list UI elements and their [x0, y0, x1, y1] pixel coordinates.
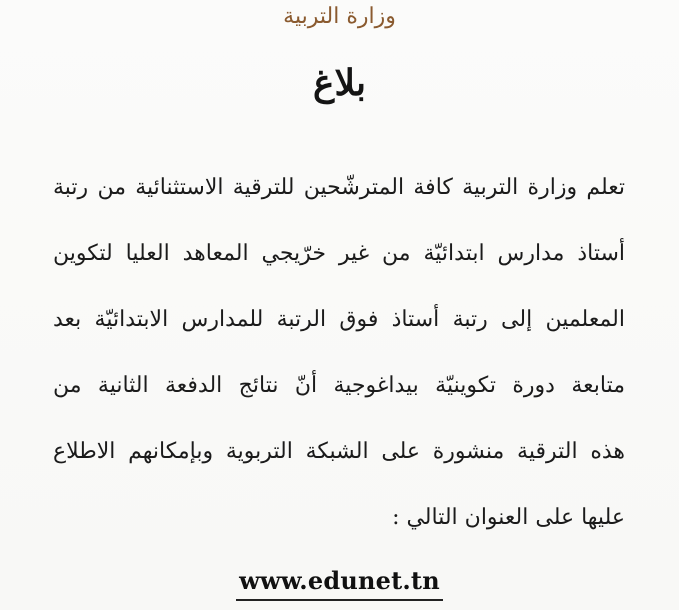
- website-link-container: [0, 566, 679, 601]
- website-link[interactable]: www.edunet.tn: [236, 566, 443, 601]
- body-line-3: المعلمين إلى رتبة أستاذ فوق الرتبة للمدارس الابتدائيّة بعد: [53, 307, 625, 332]
- ministry-name: وزارة التربية: [283, 4, 396, 29]
- body-line-4: متابعة دورة تكوينيّة بيداغوجية أنّ نتائج الدفعة الثانية من: [53, 373, 625, 398]
- notice-title: بلاغ: [313, 62, 366, 104]
- body-line-1: تعلم وزارة التربية كافة المترشّحين للترقية الاستثنائية من رتبة: [53, 175, 625, 200]
- body-line-6: عليها على العنوان التالي :: [392, 505, 625, 530]
- body-line-5: هذه الترقية منشورة على الشبكة التربوية وبإمكانهم الاطلاع: [53, 439, 625, 464]
- body-line-2: أستاذ مدارس ابتدائيّة من غير خرّيجي المعاهد العليا لتكوين: [53, 241, 625, 266]
